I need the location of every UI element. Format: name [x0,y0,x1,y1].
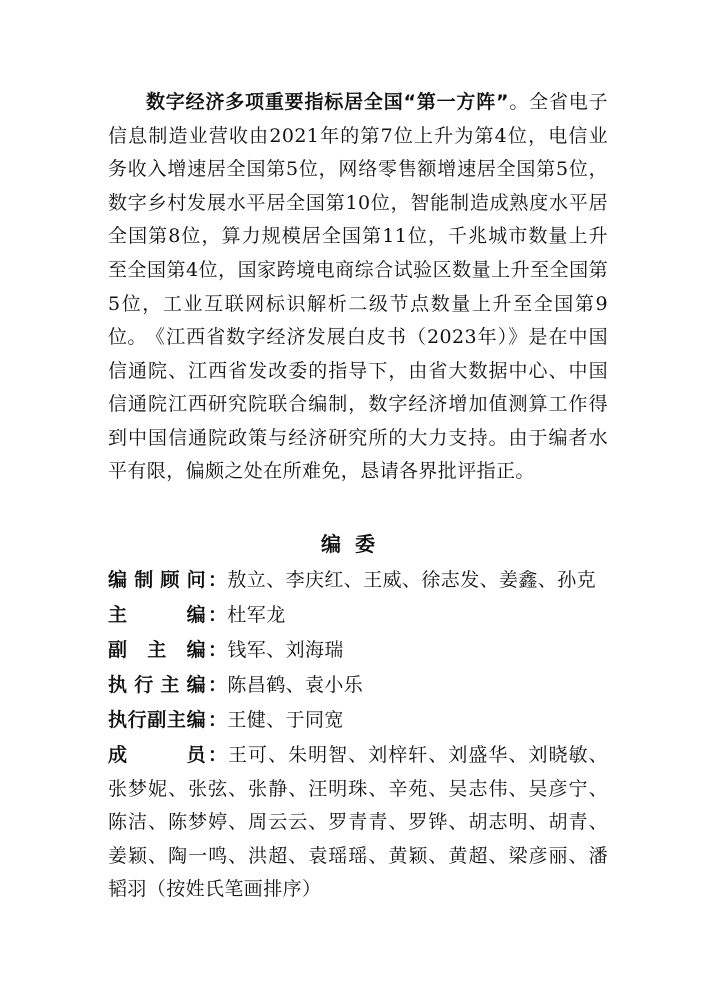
role-row-executive-editor [108,669,608,703]
intro-paragraph [108,86,608,355]
committee-heading: 编委 [321,532,389,556]
role-label: 编制顾问 [108,569,206,591]
role-label: 执行副主编 [108,709,206,731]
role-colon: ： [208,569,228,591]
role-row-editor-in-chief [108,599,608,633]
role-names: 王可、朱明智、刘梓轩、刘盛华、刘晓敏、张梦妮、张弦、张静、汪明珠、辛苑、吴志伟、吴彦宁、陈洁、陈梦婷、周云云、罗青青、罗铧、胡志明、胡青、姜颖、陶一鸣、洪超、袁瑶瑶、黄颖、黄超、梁彦丽、潘韬羽（按姓氏笔画排序） [108,744,608,901]
role-row-deputy-editor [108,634,608,668]
role-names: 敖立、李庆红、王威、徐志发、姜鑫、孙克 [227,569,597,591]
note-paragraph: 《江西省数字经济发展白皮书（2023年）》是在中国信通院、江西省发改委的指导下，由省大数据中心、中国信通院江西研究院联合编制，数字经济增加值测算工作得到中国信通院政策与经济研究所的大力支持。由于编者水平有限，偏颇之处在所难免，恳请各界批评指正。 [108,326,608,483]
role-row-advisors [108,564,608,598]
role-row-executive-deputy-editor [108,704,608,738]
role-colon: ： [208,604,228,626]
intro-body-text: 。全省电子信息制造业营收由2021年的第7位上升为第4位，电信业务收入增速居全国第5位，网络零售额增速居全国第5位，数字乡村发展水平居全国第10位，智能制造成熟度水平居全国第8位，算力规模居全国第11位，千兆城市数量上升至全国第4位，国家跨境电商综合试验区数量上升至全国第5位，工业互联网标识解析二级节点数量上升至全国第9位。 [108,91,608,349]
role-label: 成员 [108,744,206,766]
intro-lead-sentence: 数字经济多项重要指标居全国“第一方阵” [146,91,509,113]
role-names: 陈昌鹤、袁小乐 [227,674,364,696]
role-label: 副主编 [108,639,206,661]
role-colon: ： [208,674,228,696]
role-colon: ： [208,709,228,731]
role-names: 钱军、刘海瑞 [227,639,344,661]
role-label: 主编 [108,604,206,626]
role-names: 杜军龙 [227,604,286,626]
role-names: 王健、于同宽 [227,709,344,731]
role-colon: ： [208,639,228,661]
role-label: 执行主编 [108,674,206,696]
role-colon: ： [208,744,229,766]
role-row-members [108,739,608,907]
